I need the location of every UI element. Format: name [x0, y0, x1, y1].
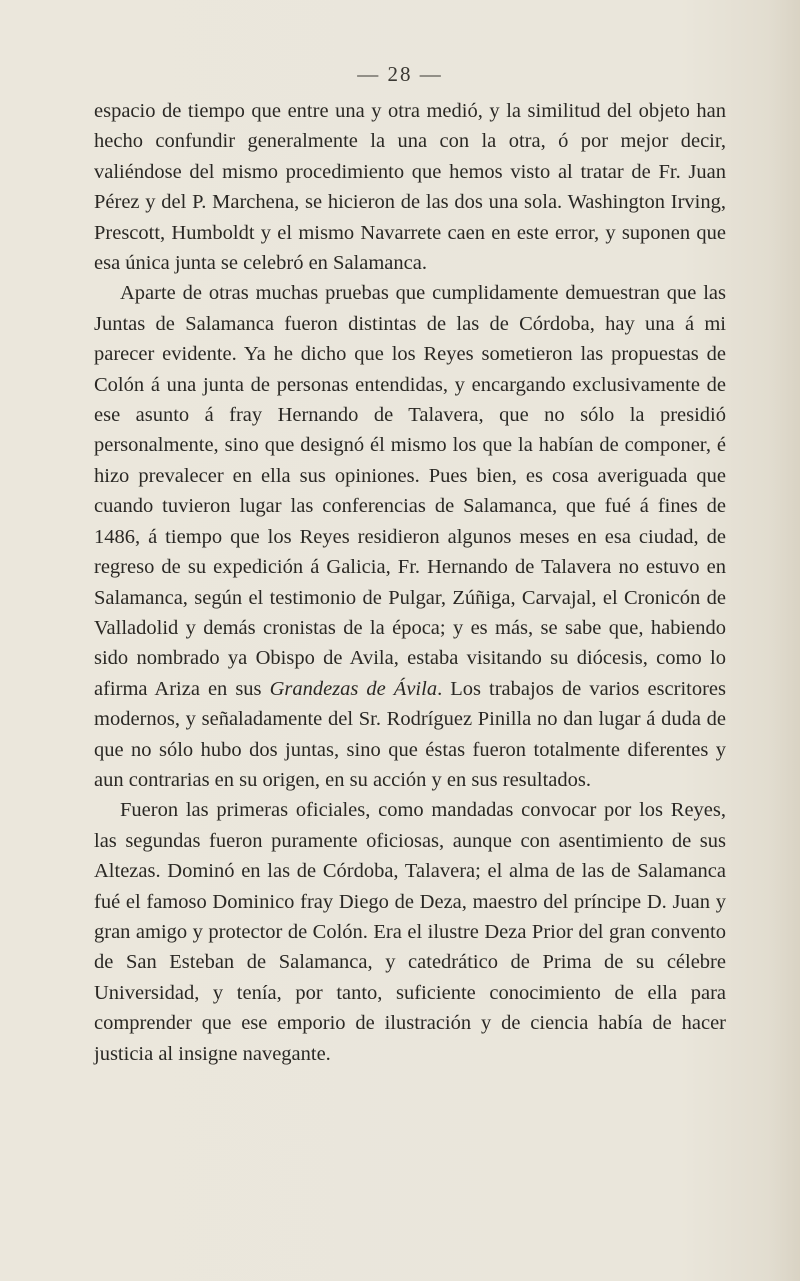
paragraph-3-text: Fueron las primeras oficiales, como mandadas convocar por los Reyes, las segundas fueron puramente oficiosas, aunque con asentimiento de sus Altezas. Dominó en las de Córdoba, Talavera; el alma de las de Salamanca fué el famoso Dominico fray Diego de Deza, maestro del príncipe D. Juan y gran amigo y protector de Colón. Era el ilustre Deza Prior del gran convento de San Esteban de Salamanca, y catedrático de Prima de su célebre Universidad, y tenía, por tanto, suficiente conocimiento de ella para comprender que ese emporio de ilustración y de ciencia había de hacer justicia al insigne navegante.: [94, 799, 726, 1065]
book-title-italic: Grandezas de Ávila: [269, 677, 438, 700]
paragraph-2-text-a: Aparte de otras muchas pruebas que cumplidamente demuestran que las Juntas de Salamanca fueron distintas de las de Córdoba, hay una á mi parecer evidente. Ya he dicho que los Reyes sometieron las propuestas de Colón á una junta de personas entendidas, y encargando exclusivamente de ese asunto á fray Hernando de Talavera, que no sólo la presidió personalmente, sino que designó él mismo los que la habían de componer, é hizo prevalecer en ella sus opiniones. Pues bien, es cosa averiguada que cuando tuvieron lugar las conferencias de Salamanca, que fué á fines de 1486, á tiempo que los Reyes residieron algunos meses en esa ciudad, de regreso de su expedición á Galicia, Fr. Hernando de Talavera no estuvo en Salamanca, según el testimonio de Pulgar, Zúñiga, Carvajal, el Cronicón de Valladolid y demás cronistas de la época; y es más, se sabe que, habiendo sido nombrado ya Obispo de Avila, estaba visitando su diócesis, como lo afirma Ariza en sus: [94, 282, 726, 700]
paragraph-2: [94, 278, 726, 795]
paragraph-1-text: espacio de tiempo que entre una y otra medió, y la similitud del objeto han hecho confundir generalmente la una con la otra, ó por mejor decir, valiéndose del mismo procedimiento que hemos visto al tratar de Fr. Juan Pérez y del P. Marchena, se hicieron de las dos una sola. Washington Irving, Prescott, Humboldt y el mismo Navarrete caen en este error, y suponen que esa única junta se celebró en Salamanca.: [94, 100, 726, 275]
paragraph-2-text-b: . Los trabajos de varios escritores modernos, y señaladamente del Sr. Rodríguez Pinilla no dan lugar á duda de que no sólo hubo dos juntas, sino que éstas fueron totalmente diferentes y aun contrarias en su origen, en su acción y en sus resultados.: [94, 677, 726, 791]
body-text: [94, 96, 726, 1069]
paragraph-3: [94, 795, 726, 1069]
paragraph-1: [94, 96, 726, 278]
page-number: — 28 —: [357, 62, 443, 86]
